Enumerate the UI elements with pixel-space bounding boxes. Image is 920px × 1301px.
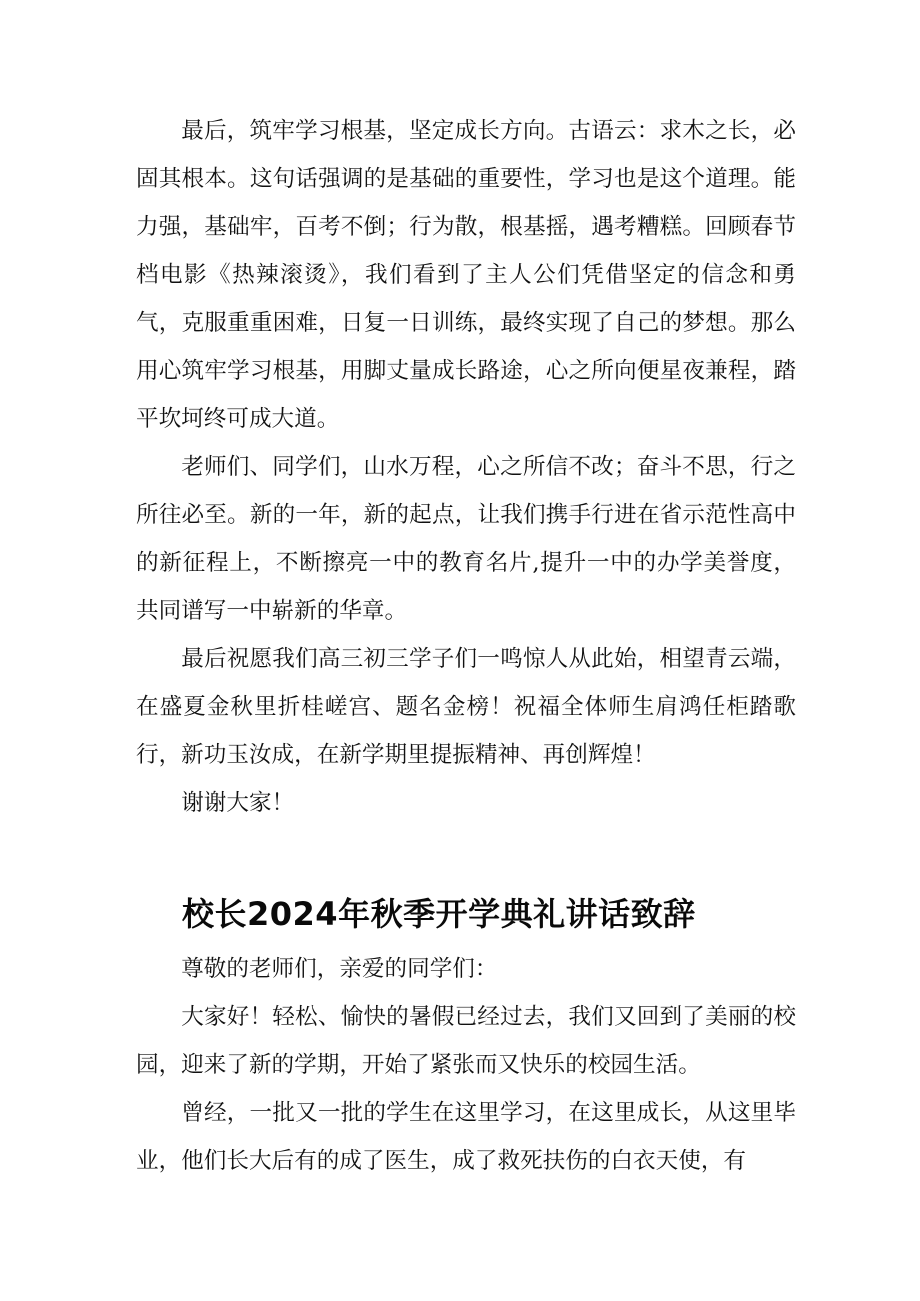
paragraph-thanks: 谢谢大家！ [181,790,295,816]
paragraph-blessing: 最后祝愿我们高三初三学子们一鸣惊人从此始，相望青云端，在盛夏金秋里折桂嵯宫、题名金榜！祝福全体师生肩鸿任柜踏歌行，新功玉汝成，在新学期里提振精神、再创辉煌！ [136,646,796,768]
paragraph-alumni: 曾经，一批又一批的学生在这里学习，在这里成长，从这里毕业，他们长大后有的成了医生，成了救死扶伤的白衣天使，有 [136,1100,796,1174]
paragraph-foundation: 最后，筑牢学习根基，坚定成长方向。古语云：求木之长，必固其根本。这句话强调的是基础的重要性，学习也是这个道理。能力强，基础牢，百考不倒；行为散，根基摇，遇考糟糕。回顾春节档电影《热辣滚烫》，我们看到了主人公们凭借坚定的信念和勇气，克服重重困难，日复一日训练，最终实现了自己的梦想。那么用心筑牢学习根基，用脚丈量成长路途，心之所向便星夜兼程，踏平坎坷终可成大道。 [136,118,796,432]
paragraph-new-journey: 老师们、同学们，山水万程，心之所信不改；奋斗不思，行之所往必至。新的一年，新的起点，让我们携手行进在省示范性高中的新征程上，不断擦亮一中的教育名片,提升一中的办学美誉度，共同谱写一中崭新的华章。 [136,454,796,624]
speech-continuation [136,107,796,827]
paragraph-greeting: 大家好！轻松、愉快的暑假已经过去，我们又回到了美丽的校园，迎来了新的学期，开始了紧张而又快乐的校园生活。 [136,1004,796,1078]
section-title: 校长2024年秋季开学典礼讲话致辞 [182,895,696,933]
speech-opening [136,945,796,1185]
paragraph-salutation: 尊敬的老师们，亲爱的同学们： [181,956,498,982]
